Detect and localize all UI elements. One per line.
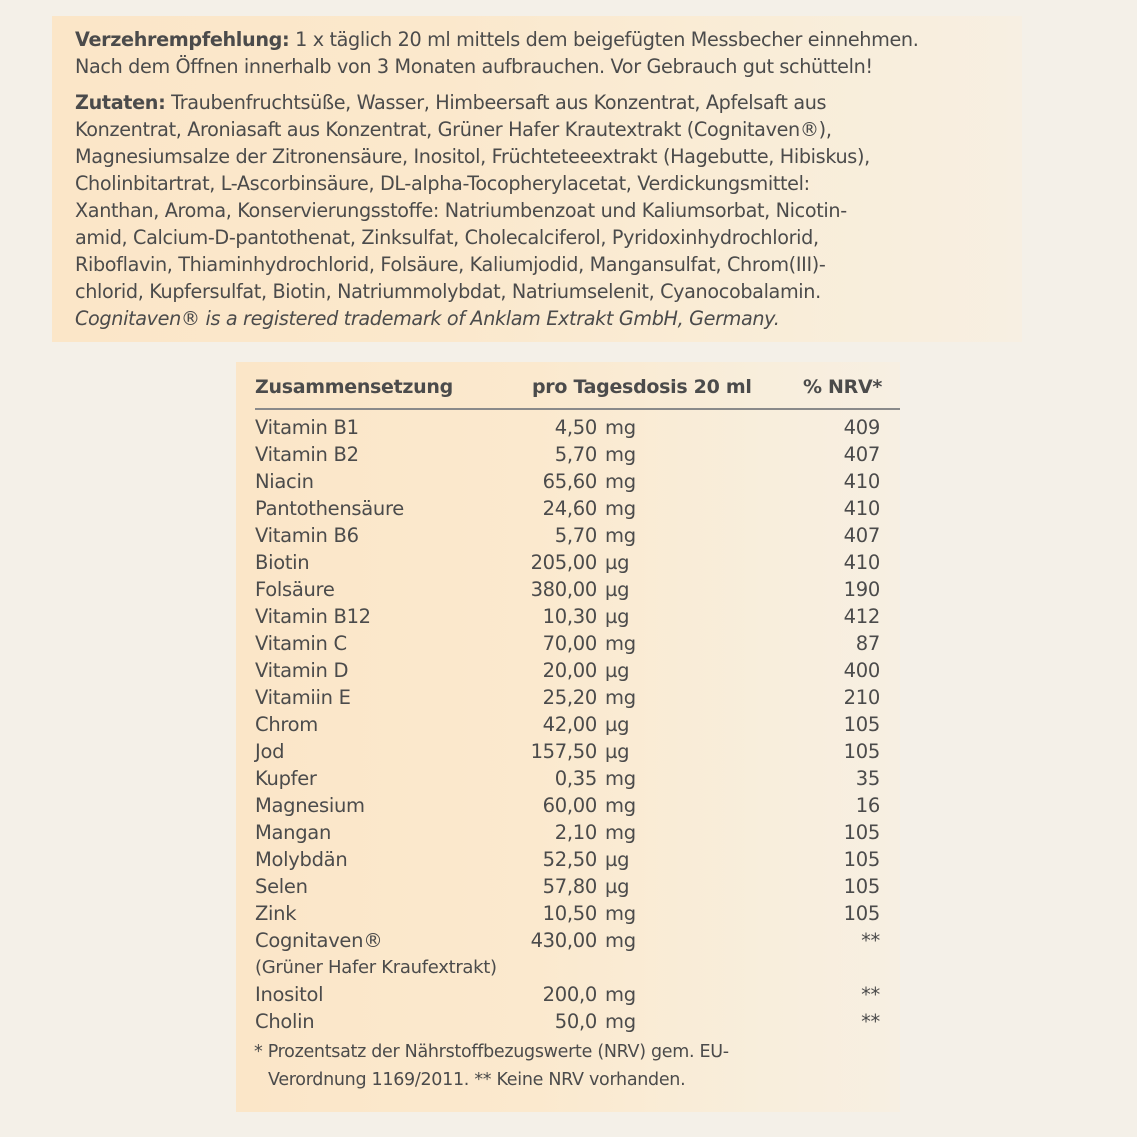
nutrient-unit: mg	[605, 632, 636, 655]
ingredients-line-5: Xanthan, Aroma, Konservierungsstoffe: Natriumbenzoat und Kaliumsorbat, Nicotin-	[75, 199, 847, 222]
nutrient-nrv: 35	[855, 767, 880, 790]
ingredients-list	[75, 89, 1022, 332]
nutrient-nrv: 105	[843, 713, 880, 736]
nutrient-name: Vitamin B1	[255, 416, 359, 439]
nutrient-nrv: **	[861, 983, 880, 1006]
ingredients-line-1: Traubenfruchtsüße, Wasser, Himbeersaft aus Konzentrat, Apfelsaft aus	[165, 91, 827, 114]
nutrient-unit: mg	[605, 794, 636, 817]
product-info-panel	[52, 16, 1022, 342]
nutrient-name: Mangan	[255, 821, 332, 844]
nutrient-value: 205,00	[530, 551, 597, 574]
nutrient-nrv: 410	[843, 470, 880, 493]
nutrient-unit: mg	[605, 1010, 636, 1033]
nutrient-value: 65,60	[542, 470, 597, 493]
table-row	[255, 630, 900, 657]
nutrient-name: Folsäure	[255, 578, 335, 601]
trademark-note: Cognitaven® is a registered trademark of Anklam Extrakt GmbH, Germany.	[75, 307, 780, 330]
intake-recommendation	[75, 26, 1022, 80]
nutrient-value: 10,50	[542, 902, 597, 925]
intake-label: Verzehrempfehlung:	[75, 28, 290, 51]
nutrient-nrv: 105	[843, 848, 880, 871]
header-divider	[255, 408, 900, 410]
nutrient-name: Chrom	[255, 713, 318, 736]
nutrient-name: Vitamin D	[255, 659, 349, 682]
ingredients-line-6: amid, Calcium-D-pantothenat, Zinksulfat, Cholecalciferol, Pyridoxinhydrochlorid,	[75, 226, 819, 249]
nutrient-name: Pantothensäure	[255, 497, 404, 520]
ingredients-line-8: chlorid, Kupfersulfat, Biotin, Natriummolybdat, Natriumselenit, Cyanocobalamin.	[75, 280, 821, 303]
nutrient-name: Vitamin C	[255, 632, 347, 655]
table-row	[255, 873, 900, 900]
nutrient-name: Vitamin B2	[255, 443, 359, 466]
table-body	[255, 414, 900, 1035]
nutrient-value: 0,35	[554, 767, 597, 790]
nutrient-nrv: 407	[843, 443, 880, 466]
nutrient-unit: µg	[605, 659, 630, 682]
nutrient-value: 25,20	[542, 686, 597, 709]
nutrient-unit: mg	[605, 902, 636, 925]
ingredients-line-7: Riboflavin, Thiaminhydrochlorid, Folsäure, Kaliumjodid, Mangansulfat, Chrom(III)-	[75, 253, 826, 276]
nutrient-name: Cholin	[255, 1010, 315, 1033]
nutrient-nrv: 410	[843, 551, 880, 574]
ingredients-line-2: Konzentrat, Aroniasaft aus Konzentrat, Grüner Hafer Krautextrakt (Cognitaven®),	[75, 118, 832, 141]
table-row	[255, 603, 900, 630]
nutrient-unit: mg	[605, 416, 636, 439]
nutrient-nrv: **	[861, 1010, 880, 1033]
table-row	[255, 1008, 900, 1035]
nutrient-name: Inositol	[255, 983, 324, 1006]
nutrient-nrv: 105	[843, 902, 880, 925]
nutrient-value: 430,00	[530, 929, 597, 952]
nutrient-unit: µg	[605, 713, 630, 736]
nutrient-value: 20,00	[542, 659, 597, 682]
nutrient-unit: µg	[605, 578, 630, 601]
table-row	[255, 468, 900, 495]
header-nrv: % NRV*	[802, 376, 882, 398]
table-row	[255, 765, 900, 792]
nutrient-nrv: 105	[843, 821, 880, 844]
nutrient-name: Niacin	[255, 470, 314, 493]
ingredients-line-3: Magnesiumsalze der Zitronensäure, Inositol, Früchteteeextrakt (Hagebutte, Hibiskus),	[75, 145, 870, 168]
nutrient-name: Zink	[255, 902, 297, 925]
nutrient-value: 10,30	[542, 605, 597, 628]
nutrient-unit: mg	[605, 767, 636, 790]
footnote-line-1: * Prozentsatz der Nährstoffbezugswerte (NRV) gem. EU-	[254, 1042, 729, 1062]
nutrient-subname: (Grüner Hafer Kraufextrakt)	[255, 957, 497, 978]
table-row	[255, 819, 900, 846]
nutrient-nrv: 409	[843, 416, 880, 439]
nutrient-unit: mg	[605, 524, 636, 547]
nutrient-value: 50,0	[554, 1010, 597, 1033]
nutrient-nrv: 210	[843, 686, 880, 709]
nutrient-unit: mg	[605, 686, 636, 709]
nutrient-unit: mg	[605, 443, 636, 466]
nutrient-value: 5,70	[554, 524, 597, 547]
table-row	[255, 900, 900, 927]
nutrient-value: 380,00	[530, 578, 597, 601]
table-row	[255, 522, 900, 549]
intake-line-2: Nach dem Öffnen innerhalb von 3 Monaten aufbrauchen. Vor Gebrauch gut schütteln!	[75, 55, 873, 78]
table-row	[255, 738, 900, 765]
table-row	[255, 657, 900, 684]
table-row	[255, 927, 900, 981]
nutrient-name: Molybdän	[255, 848, 348, 871]
header-daily-dose: pro Tagesdosis 20 ml	[532, 376, 752, 398]
nutrient-nrv: **	[861, 929, 880, 952]
nutrient-value: 70,00	[542, 632, 597, 655]
table-row	[255, 792, 900, 819]
nutrient-value: 200,0	[542, 983, 597, 1006]
nutrient-nrv: 105	[843, 740, 880, 763]
nutrient-nrv: 407	[843, 524, 880, 547]
nutrient-unit: mg	[605, 821, 636, 844]
nutrient-nrv: 105	[843, 875, 880, 898]
intake-line-1: 1 x täglich 20 ml mittels dem beigefügten Messbecher einnehmen.	[289, 28, 919, 51]
table-row	[255, 576, 900, 603]
header-composition: Zusammensetzung	[255, 376, 453, 398]
nutrient-value: 5,70	[554, 443, 597, 466]
table-row	[255, 846, 900, 873]
nutrient-value: 24,60	[542, 497, 597, 520]
table-header	[255, 376, 900, 408]
nutrient-unit: mg	[605, 497, 636, 520]
nutrient-name: Vitamin B6	[255, 524, 359, 547]
nutrient-unit: µg	[605, 875, 630, 898]
table-row	[255, 711, 900, 738]
nutrient-value: 42,00	[542, 713, 597, 736]
table-row	[255, 684, 900, 711]
nutrient-unit: mg	[605, 470, 636, 493]
table-row	[255, 414, 900, 441]
nutrition-table-panel	[236, 362, 900, 1112]
nutrient-unit: µg	[605, 605, 630, 628]
nutrient-nrv: 16	[855, 794, 880, 817]
ingredients-line-4: Cholinbitartrat, L-Ascorbinsäure, DL-alpha-Tocopherylacetat, Verdickungsmittel:	[75, 172, 810, 195]
table-row	[255, 495, 900, 522]
nutrient-value: 4,50	[554, 416, 597, 439]
nutrient-nrv: 410	[843, 497, 880, 520]
nutrient-name: Kupfer	[255, 767, 317, 790]
nutrient-name: Magnesium	[255, 794, 365, 817]
nutrient-unit: µg	[605, 740, 630, 763]
nutrient-unit: mg	[605, 929, 636, 952]
nutrient-value: 157,50	[530, 740, 597, 763]
ingredients-label: Zutaten:	[75, 91, 166, 114]
footnote	[254, 1038, 874, 1094]
table-row	[255, 549, 900, 576]
nutrient-name: Biotin	[255, 551, 310, 574]
table-row	[255, 441, 900, 468]
nutrient-name: Vitamin B12	[255, 605, 371, 628]
nutrient-nrv: 412	[843, 605, 880, 628]
nutrient-nrv: 190	[843, 578, 880, 601]
nutrient-name: Selen	[255, 875, 308, 898]
nutrient-name: Jod	[255, 740, 285, 763]
nutrient-nrv: 87	[855, 632, 880, 655]
nutrient-value: 2,10	[554, 821, 597, 844]
nutrient-name: Cognitaven®	[255, 929, 383, 952]
nutrient-unit: mg	[605, 983, 636, 1006]
nutrient-value: 60,00	[542, 794, 597, 817]
nutrient-value: 57,80	[542, 875, 597, 898]
footnote-line-2: Verordnung 1169/2011. ** Keine NRV vorhanden.	[268, 1070, 686, 1090]
nutrient-nrv: 400	[843, 659, 880, 682]
table-row	[255, 981, 900, 1008]
nutrient-unit: µg	[605, 848, 630, 871]
nutrient-unit: µg	[605, 551, 630, 574]
nutrient-value: 52,50	[542, 848, 597, 871]
nutrient-name: Vitamiin E	[255, 686, 351, 709]
